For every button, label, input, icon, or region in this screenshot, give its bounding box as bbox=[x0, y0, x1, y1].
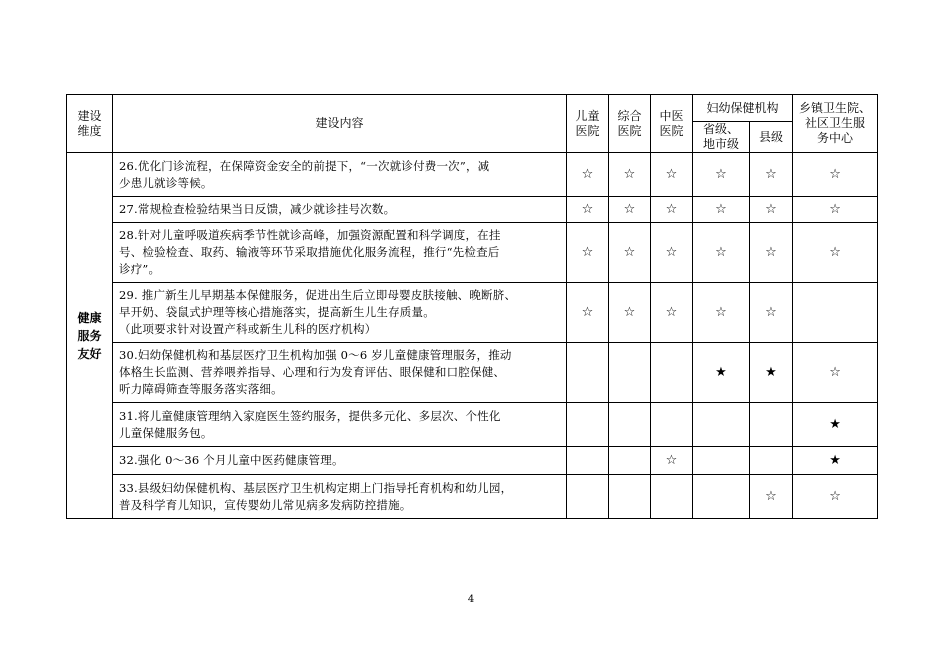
mark-cell: ★ bbox=[793, 403, 878, 447]
header-line: 中医 bbox=[659, 108, 684, 123]
content-cell bbox=[113, 403, 567, 447]
content-cell bbox=[113, 197, 567, 223]
table-row bbox=[67, 283, 878, 343]
header-line: 医院 bbox=[659, 123, 684, 138]
content-cell bbox=[113, 223, 567, 283]
table-row bbox=[67, 343, 878, 403]
mark-cell: ☆ bbox=[750, 153, 793, 197]
mark-cell: ☆ bbox=[609, 283, 651, 343]
mark-cell bbox=[567, 475, 609, 519]
header-category bbox=[67, 95, 113, 153]
mark-cell: ☆ bbox=[651, 197, 693, 223]
header-mch-provincial bbox=[693, 122, 750, 153]
mark-cell: ☆ bbox=[693, 197, 750, 223]
header-township bbox=[793, 95, 878, 153]
mark-cell: ☆ bbox=[651, 223, 693, 283]
category-label-line: 友好 bbox=[77, 346, 102, 361]
mark-cell bbox=[567, 343, 609, 403]
mark-cell: ☆ bbox=[693, 223, 750, 283]
mark-cell: ☆ bbox=[750, 223, 793, 283]
mark-cell: ☆ bbox=[609, 197, 651, 223]
header-mch-county: 县级 bbox=[750, 122, 793, 153]
header-general-hospital bbox=[609, 95, 651, 153]
mark-cell bbox=[609, 475, 651, 519]
table-row bbox=[67, 223, 878, 283]
mark-cell bbox=[567, 447, 609, 475]
content-line: 儿童保健服务包。 bbox=[119, 425, 213, 440]
content-cell bbox=[113, 343, 567, 403]
content-line: 26.优化门诊流程，在保障资金安全的前提下，“一次就诊付费一次”，减 bbox=[119, 158, 490, 173]
mark-cell bbox=[793, 283, 878, 343]
header-line: 省级、 bbox=[702, 122, 739, 136]
mark-cell: ☆ bbox=[793, 223, 878, 283]
mark-cell bbox=[609, 343, 651, 403]
mark-cell: ★ bbox=[793, 447, 878, 475]
content-line: 听力障碍筛查等服务落实落细。 bbox=[119, 382, 283, 396]
mark-cell: ☆ bbox=[793, 197, 878, 223]
content-line: 29. 推广新生儿早期基本保健服务，促进出生后立即母婴皮肤接触、晚断脐、 bbox=[119, 288, 517, 302]
mark-cell: ☆ bbox=[750, 475, 793, 519]
content-cell bbox=[113, 447, 567, 475]
mark-cell bbox=[750, 403, 793, 447]
mark-cell: ★ bbox=[750, 343, 793, 403]
mark-cell: ☆ bbox=[750, 197, 793, 223]
mark-cell: ☆ bbox=[793, 475, 878, 519]
header-line: 地市级 bbox=[702, 137, 739, 151]
mark-cell: ☆ bbox=[567, 283, 609, 343]
mark-cell bbox=[750, 447, 793, 475]
content-line: 32.强化 0～36 个月儿童中医药健康管理。 bbox=[119, 453, 344, 467]
mark-cell bbox=[651, 343, 693, 403]
table-row bbox=[67, 153, 878, 197]
header-line: 社区卫生服 bbox=[805, 116, 866, 130]
category-label-line: 服务 bbox=[77, 328, 102, 343]
header-line: 综合 bbox=[617, 108, 642, 123]
content-cell bbox=[113, 475, 567, 519]
content-cell bbox=[113, 283, 567, 343]
header-children-hospital bbox=[567, 95, 609, 153]
header-tcm-hospital bbox=[651, 95, 693, 153]
content-line: （此项要求针对设置产科或新生儿科的医疗机构） bbox=[119, 322, 377, 336]
mark-cell: ☆ bbox=[567, 223, 609, 283]
mark-cell bbox=[693, 403, 750, 447]
mark-cell: ☆ bbox=[693, 283, 750, 343]
mark-cell bbox=[609, 403, 651, 447]
header-line: 务中心 bbox=[817, 131, 854, 145]
content-line: 诊疗”。 bbox=[119, 262, 161, 276]
mark-cell: ☆ bbox=[793, 153, 878, 197]
content-line: 普及科学育儿知识，宣传婴幼儿常见病多发病防控措施。 bbox=[119, 497, 412, 512]
mark-cell: ☆ bbox=[651, 447, 693, 475]
content-cell bbox=[113, 153, 567, 197]
mark-cell: ☆ bbox=[567, 153, 609, 197]
mark-cell bbox=[651, 403, 693, 447]
mark-cell: ☆ bbox=[750, 283, 793, 343]
content-line: 早开奶、袋鼠式护理等核心措施落实，提高新生儿生存质量。 bbox=[119, 305, 435, 319]
standards-table bbox=[66, 94, 878, 519]
content-line: 33.县级妇幼保健机构、基层医疗卫生机构定期上门指导托育机构和幼儿园， bbox=[119, 480, 513, 495]
mark-cell: ☆ bbox=[651, 153, 693, 197]
header-category-line: 维度 bbox=[77, 123, 102, 138]
category-cell bbox=[67, 153, 113, 519]
page-number: 4 bbox=[467, 594, 475, 605]
mark-cell bbox=[567, 403, 609, 447]
header-line: 医院 bbox=[575, 123, 600, 138]
table-row bbox=[67, 475, 878, 519]
mark-cell: ☆ bbox=[609, 223, 651, 283]
mark-cell: ☆ bbox=[693, 153, 750, 197]
mark-cell: ☆ bbox=[651, 283, 693, 343]
mark-cell bbox=[609, 447, 651, 475]
content-line: 28.针对儿童呼吸道疾病季节性就诊高峰，加强资源配置和科学调度，在挂 bbox=[119, 228, 501, 242]
header-line: 乡镇卫生院、 bbox=[799, 101, 872, 115]
table-row bbox=[67, 403, 878, 447]
header-mch-group: 妇幼保健机构 bbox=[693, 95, 793, 122]
mark-cell: ☆ bbox=[567, 197, 609, 223]
header-line: 儿童 bbox=[575, 108, 600, 123]
table-row bbox=[67, 447, 878, 475]
content-line: 30.妇幼保健机构和基层医疗卫生机构加强 0～6 岁儿童健康管理服务，推动 bbox=[119, 348, 512, 362]
mark-cell: ☆ bbox=[609, 153, 651, 197]
category-label-line: 健康 bbox=[77, 310, 102, 325]
content-line: 31.将儿童健康管理纳入家庭医生签约服务，提供多元化、多层次、个性化 bbox=[119, 408, 501, 423]
header-category-line: 建设 bbox=[77, 108, 102, 123]
table-row bbox=[67, 197, 878, 223]
mark-cell: ☆ bbox=[793, 343, 878, 403]
content-line: 少患儿就诊等候。 bbox=[119, 175, 213, 190]
header-content: 建设内容 bbox=[113, 95, 567, 153]
mark-cell bbox=[693, 475, 750, 519]
mark-cell: ★ bbox=[693, 343, 750, 403]
header-line: 医院 bbox=[617, 123, 642, 138]
content-line: 体格生长监测、营养喂养指导、心理和行为发育评估、眼保健和口腔保健、 bbox=[119, 365, 506, 379]
mark-cell bbox=[651, 475, 693, 519]
content-line: 27.常规检查检验结果当日反馈，减少就诊挂号次数。 bbox=[119, 202, 396, 216]
mark-cell bbox=[693, 447, 750, 475]
content-line: 号、检验检查、取药、输液等环节采取措施优化服务流程，推行“先检查后 bbox=[119, 245, 500, 259]
